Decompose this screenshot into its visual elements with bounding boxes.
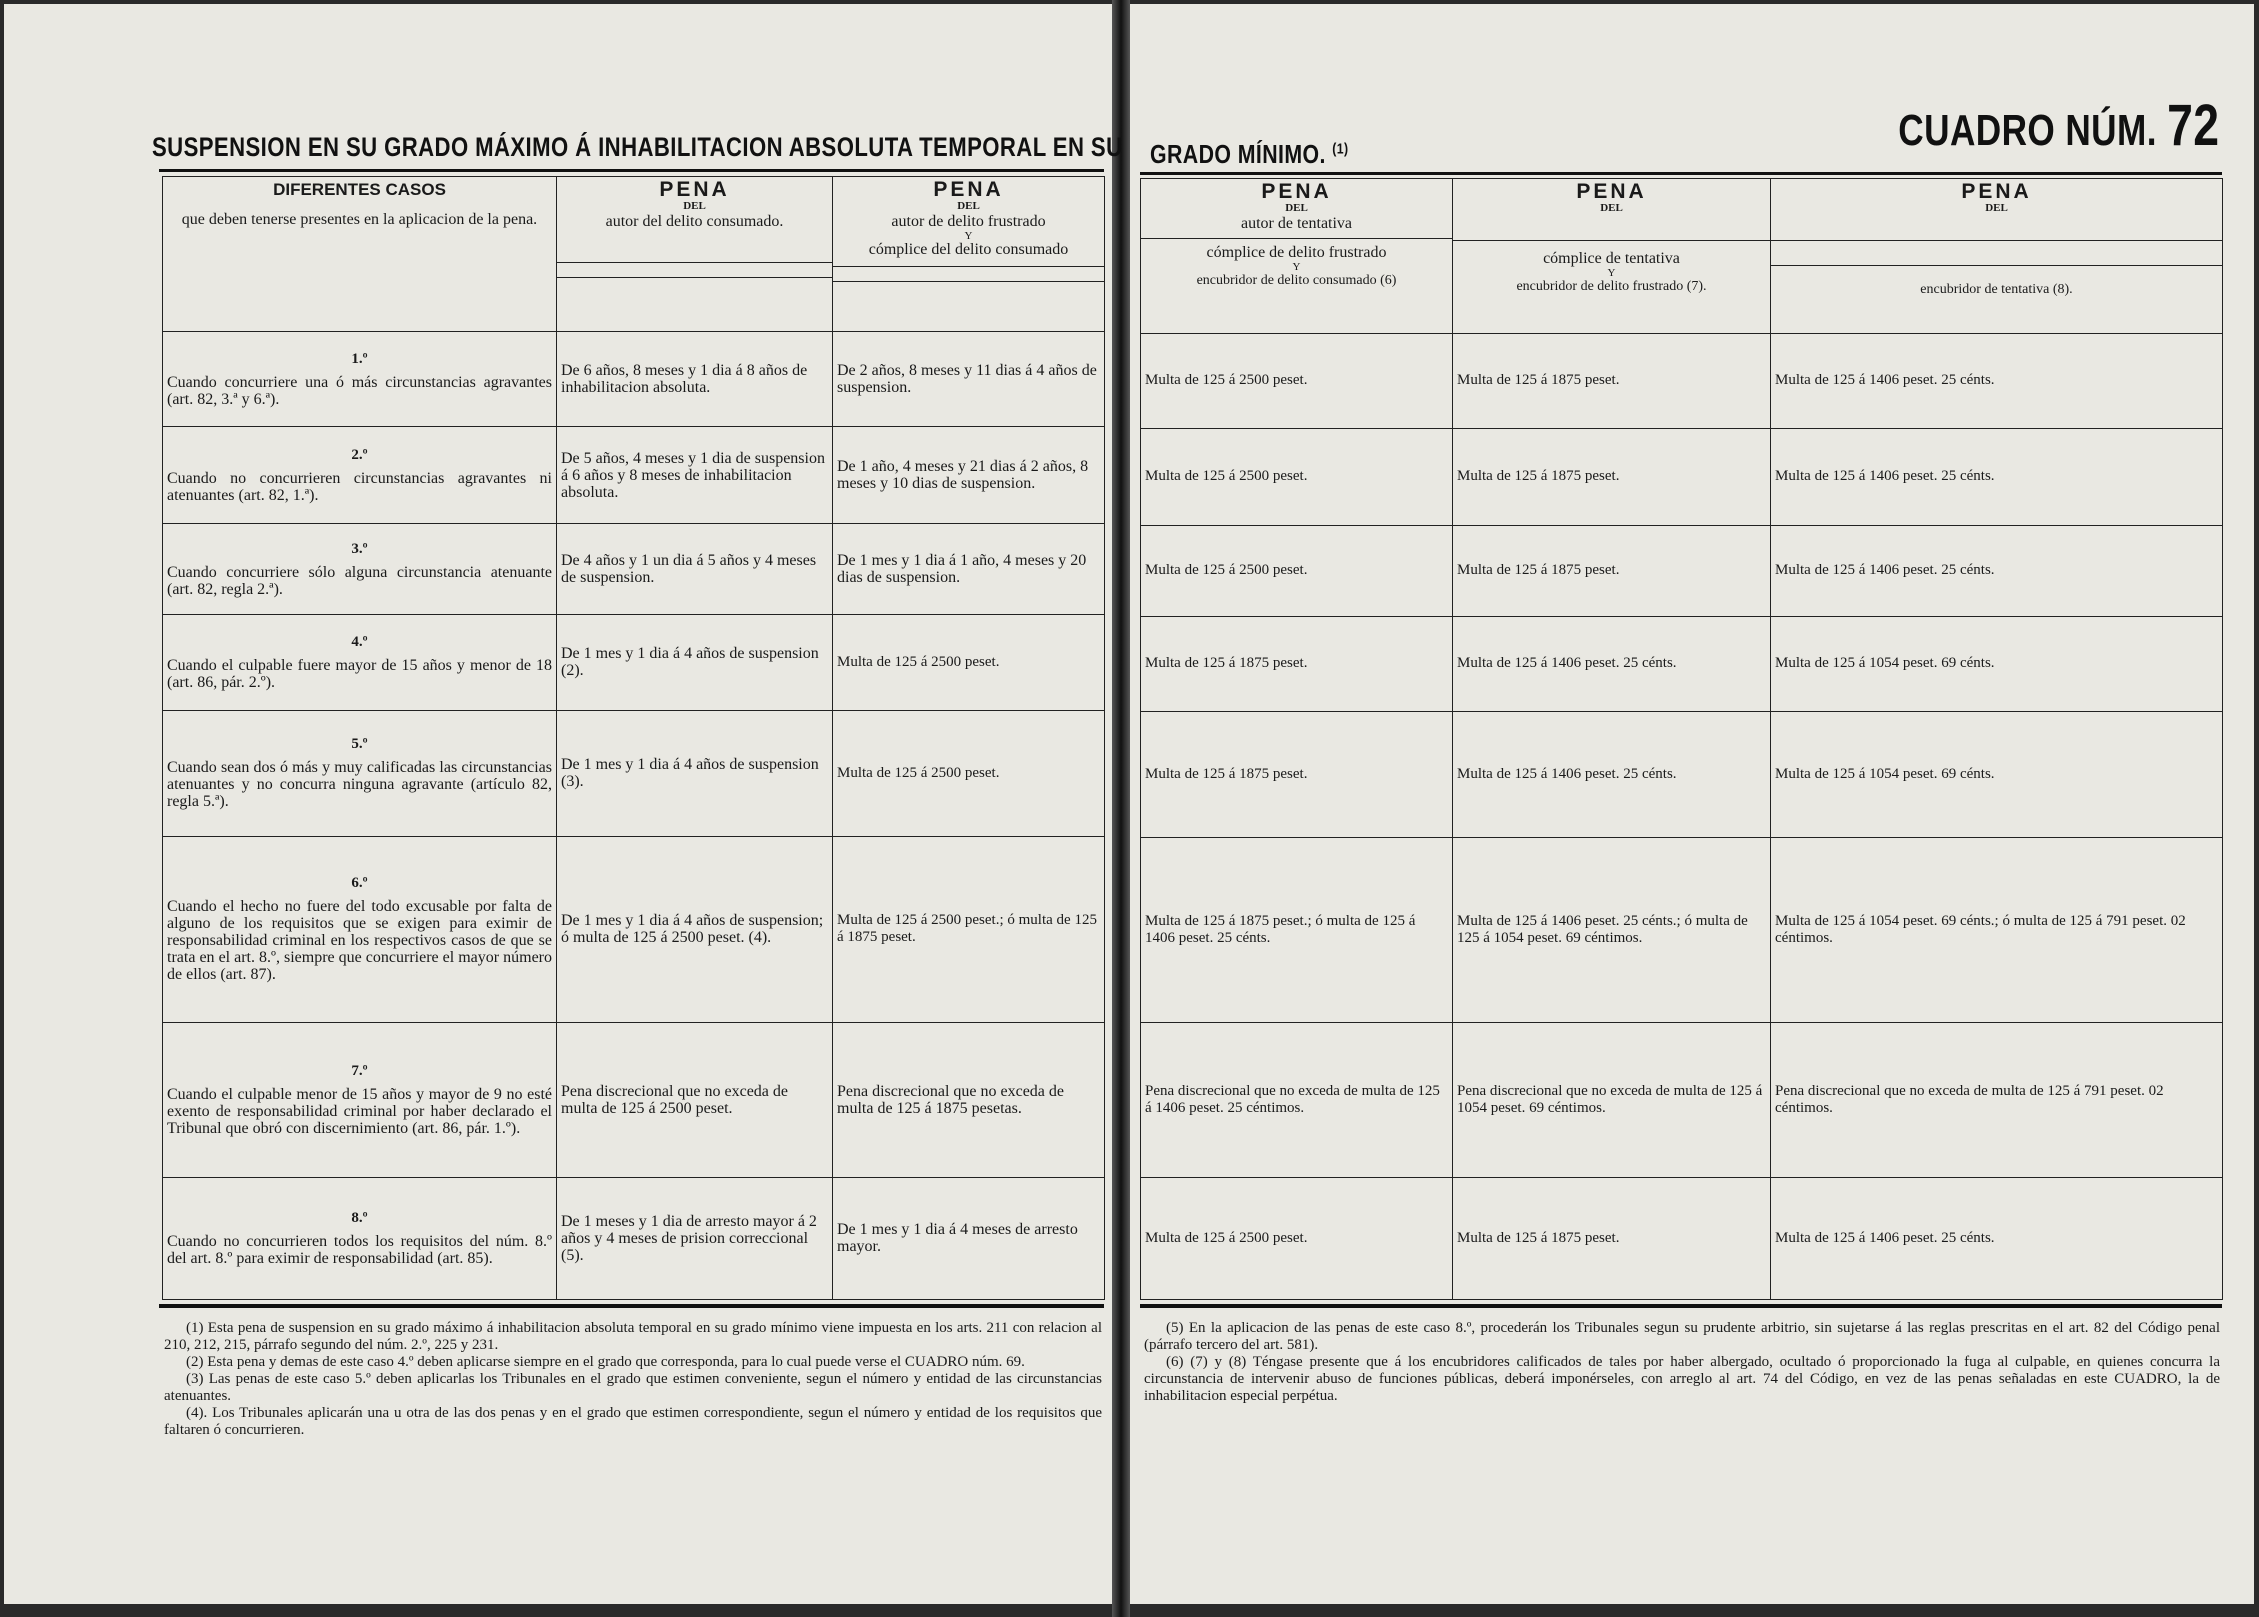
footnote: (1) Esta pena de suspension en su grado máximo á inhabilitacion absoluta temporal en su grado mínimo viene impuesta en los arts. 211 con relacion al 210, 212, 215, párrafo segundo del núm. 2.º, 225 y 231.: [164, 1320, 1102, 1353]
case-number: 4.º: [351, 633, 368, 650]
table-row: [1141, 1023, 2223, 1178]
penalty-cell: Multa de 125 á 1406 peset. 25 cénts.: [1771, 333, 2223, 428]
table-row: [163, 710, 1105, 836]
table-bottom-rule: [1140, 1304, 2222, 1308]
penalty-cell: Pena discrecional que no exceda de multa de 125 á 1875 pesetas.: [833, 1022, 1105, 1177]
title-rule: [1140, 172, 2222, 175]
penalty-cell: Multa de 125 á 2500 peset.: [1141, 428, 1453, 525]
table-row: [1141, 711, 2223, 837]
penalty-cell: Multa de 125 á 1875 peset.: [1453, 333, 1771, 428]
penalty-cell: Multa de 125 á 1875 peset.: [1453, 428, 1771, 525]
table-row: [1141, 525, 2223, 616]
case-number: 6.º: [351, 875, 368, 892]
penalty-cell: Multa de 125 á 2500 peset.: [1141, 333, 1453, 428]
col2-header: [833, 177, 1105, 332]
col3-header-y: Y: [1292, 261, 1301, 273]
footnote: (2) Esta pena y demas de este caso 4.º deben aplicarse siempre en el grado que corresponda, para lo cual puede verse el CUADRO núm. 69.: [186, 1354, 1025, 1370]
penalty-cell: Multa de 125 á 1875 peset.: [1141, 616, 1453, 711]
penalty-cell: De 1 año, 4 meses y 21 dias á 2 años, 8 meses y 10 dias de suspension.: [833, 427, 1105, 524]
case-text: Cuando concurriere sólo alguna circunstancia atenuante (art. 82, regla 2.ª).: [167, 563, 552, 598]
penalty-cell: De 5 años, 4 meses y 1 dia de suspension á 6 años y 8 meses de inhabilitacion absoluta.: [557, 427, 833, 524]
footnote: (4). Los Tribunales aplicarán una u otra de las dos penas y en el grado que estimen correspondiente, segun el número y entidad de los requisitos que faltaren ó concurrieren.: [164, 1405, 1102, 1438]
penalty-cell: Pena discrecional que no exceda de multa de 125 á 2500 peset.: [557, 1022, 833, 1177]
penalty-cell: Multa de 125 á 1054 peset. 69 cénts.: [1771, 616, 2223, 711]
right-footnotes: [1144, 1320, 2220, 1405]
table-row: [1141, 616, 2223, 711]
del-label: DEL: [1985, 202, 2008, 214]
col3-header-text-a: autor de tentativa: [1240, 215, 1353, 232]
penalty-cell: De 6 años, 8 meses y 1 dia á 8 años de inhabilitacion absoluta.: [557, 332, 833, 427]
penalty-cell: Multa de 125 á 1406 peset. 25 cénts.: [1771, 525, 2223, 616]
pena-label: PENA: [1576, 180, 1647, 203]
pena-label: PENA: [1961, 180, 2032, 203]
cases-header: [163, 177, 557, 332]
footnote: (5) En la aplicacion de las penas de este caso 8.º, procederán los Tribunales segun su prudente arbitrio, sin sujetarse á las reglas prescritas en el art. 82 del Código penal (párrafo tercero del art. 581).: [1144, 1320, 2220, 1353]
right-header-row: [1141, 179, 2223, 334]
penalty-cell: De 2 años, 8 meses y 11 dias á 4 años de suspension.: [833, 332, 1105, 427]
col4-header-text-a: cómplice de tentativa: [1543, 250, 1680, 267]
right-table: [1140, 178, 2223, 1300]
table-row: [163, 1022, 1105, 1177]
col4-header: [1453, 179, 1771, 334]
col2-header-text-a: autor de delito frustrado: [891, 213, 1046, 230]
penalty-cell: De 1 mes y 1 dia á 4 meses de arresto mayor.: [833, 1177, 1105, 1299]
table-row: [1141, 837, 2223, 1023]
del-label: DEL: [957, 200, 980, 212]
penalty-cell: Multa de 125 á 2500 peset.; ó multa de 125 á 1875 peset.: [833, 836, 1105, 1022]
penalty-cell: Multa de 125 á 1406 peset. 25 cénts.; ó multa de 125 á 1054 peset. 69 céntimos.: [1453, 837, 1771, 1023]
col2-header-text-b: cómplice del delito consumado: [868, 241, 1069, 258]
penalty-cell: Pena discrecional que no exceda de multa de 125 á 1406 peset. 25 céntimos.: [1141, 1023, 1453, 1178]
penalty-cell: De 4 años y 1 un dia á 5 años y 4 meses de suspension.: [557, 524, 833, 615]
table-row: [163, 524, 1105, 615]
table-row: [1141, 333, 2223, 428]
left-table: [162, 176, 1105, 1300]
penalty-cell: Multa de 125 á 1406 peset. 25 cénts.: [1453, 711, 1771, 837]
penalty-cell: Pena discrecional que no exceda de multa de 125 á 1054 peset. 69 céntimos.: [1453, 1023, 1771, 1178]
penalty-cell: De 1 mes y 1 dia á 1 año, 4 meses y 20 dias de suspension.: [833, 524, 1105, 615]
cuadro-number: 72: [2167, 93, 2220, 158]
table-row: [163, 332, 1105, 427]
penalty-cell: De 1 mes y 1 dia á 4 años de suspension (2).: [557, 615, 833, 710]
table-row: [163, 427, 1105, 524]
penalty-cell: Multa de 125 á 1875 peset.: [1453, 1178, 1771, 1300]
del-label: DEL: [1285, 202, 1308, 214]
pena-label: PENA: [1261, 180, 1332, 203]
cuadro-label: [1899, 92, 2220, 159]
penalty-cell: Multa de 125 á 1406 peset. 25 cénts.: [1453, 616, 1771, 711]
col1-header-text: autor del delito consumado.: [605, 213, 784, 230]
table-row: [163, 836, 1105, 1022]
penalty-cell: De 1 mes y 1 dia á 4 años de suspension (3).: [557, 710, 833, 836]
footnote: (3) Las penas de este caso 5.º deben aplicarlas los Tribunales en el grado que estimen conveniente, segun el número y entidad de las circunstancias atenuantes.: [164, 1371, 1102, 1404]
col5-header-text: encubridor de tentativa (8).: [1920, 282, 2073, 297]
table-row: [163, 615, 1105, 710]
pena-label: PENA: [933, 178, 1004, 201]
penalty-cell: De 1 mes y 1 dia á 4 años de suspension; ó multa de 125 á 2500 peset. (4).: [557, 836, 833, 1022]
table-bottom-rule: [159, 1304, 1104, 1308]
penalty-cell: Multa de 125 á 2500 peset.: [833, 615, 1105, 710]
case-number: 8.º: [351, 1209, 368, 1226]
penalty-cell: Multa de 125 á 1875 peset.: [1141, 711, 1453, 837]
col4-header-y: Y: [1607, 267, 1616, 279]
case-text: Cuando no concurrieren circunstancias agravantes ni atenuantes (art. 82, 1.ª).: [167, 469, 552, 504]
pena-label: PENA: [659, 178, 730, 201]
cases-header-sub: que deben tenerse presentes en la aplicacion de la pena.: [181, 211, 538, 228]
cases-header-title: DIFERENTES CASOS: [273, 180, 446, 199]
col4-header-text-b: encubridor de delito frustrado (7).: [1516, 279, 1707, 294]
penalty-cell: Multa de 125 á 1054 peset. 69 cénts.; ó multa de 125 á 791 peset. 02 céntimos.: [1771, 837, 2223, 1023]
case-number: 5.º: [351, 736, 368, 753]
penalty-cell: Multa de 125 á 1875 peset.; ó multa de 125 á 1406 peset. 25 cénts.: [1141, 837, 1453, 1023]
penalty-cell: De 1 meses y 1 dia de arresto mayor á 2 años y 4 meses de prision correccional (5).: [557, 1177, 833, 1299]
col2-header-y: Y: [964, 230, 973, 242]
right-page: [1130, 4, 2254, 1604]
case-number: 1.º: [351, 350, 368, 367]
del-label: DEL: [1600, 202, 1623, 214]
del-label: DEL: [683, 200, 706, 212]
right-title-note: (1): [1332, 140, 1349, 158]
case-text: Cuando concurriere una ó más circunstancias agravantes (art. 82, 3.ª y 6.ª).: [167, 373, 552, 408]
case-number: 7.º: [351, 1062, 368, 1079]
case-text: Cuando no concurrieren todos los requisitos del núm. 8.º del art. 8.º para eximir de responsabilidad (art. 85).: [167, 1232, 552, 1267]
penalty-cell: Multa de 125 á 2500 peset.: [1141, 525, 1453, 616]
footnote: (6) (7) y (8) Téngase presente que á los encubridores calificados de tales por haber albergado, ocultado ó proporcionado la fuga al culpable, en quienes concurra la circunstancia de intervenir abuso de funciones públicas, deberá imponérseles, con arreglo al art. 74 del Código, en vez de las penas señaladas en este CUADRO, la de inhabilitacion especial perpétua.: [1144, 1354, 2220, 1404]
title-rule: [159, 169, 1104, 172]
col1-header: [557, 177, 833, 332]
table-row: [1141, 1178, 2223, 1300]
case-number: 3.º: [351, 540, 368, 557]
table-row: [1141, 428, 2223, 525]
table-row: [163, 1177, 1105, 1299]
cuadro-text: CUADRO NÚM.: [1898, 106, 2158, 155]
penalty-cell: Multa de 125 á 2500 peset.: [1141, 1178, 1453, 1300]
right-title-text: GRADO MÍNIMO.: [1150, 139, 1326, 169]
left-page-title: SUSPENSION EN SU GRADO MÁXIMO Á INHABILITACION ABSOLUTA TEMPORAL EN SU: [152, 132, 1123, 162]
col3-header-text-b: cómplice de delito frustrado: [1206, 244, 1387, 261]
penalty-cell: Multa de 125 á 2500 peset.: [833, 710, 1105, 836]
case-number: 2.º: [351, 446, 368, 463]
col3-header-text-c: encubridor de delito consumado (6): [1196, 273, 1397, 288]
case-text: Cuando sean dos ó más y muy calificadas las circunstancias atenuantes y no concurra ninguna agravante (artículo 82, regla 5.ª).: [167, 759, 552, 811]
penalty-cell: Multa de 125 á 1406 peset. 25 cénts.: [1771, 1178, 2223, 1300]
right-page-title: [1150, 139, 1349, 170]
col5-header: [1771, 179, 2223, 334]
penalty-cell: Pena discrecional que no exceda de multa de 125 á 791 peset. 02 céntimos.: [1771, 1023, 2223, 1178]
case-text: Cuando el culpable menor de 15 años y mayor de 9 no esté exento de responsabilidad criminal por haber declarado el Tribunal que obró con discernimiento (art. 86, pár. 1.º).: [167, 1085, 552, 1137]
penalty-cell: Multa de 125 á 1406 peset. 25 cénts.: [1771, 428, 2223, 525]
penalty-cell: Multa de 125 á 1875 peset.: [1453, 525, 1771, 616]
case-text: Cuando el hecho no fuere del todo excusable por falta de alguno de los requisitos que se exigen para eximir de responsabilidad criminal en los respectivos casos de que se trata en el art. 8.º, siempre que concurriere el mayor número de ellos (art. 87).: [167, 898, 552, 984]
case-text: Cuando el culpable fuere mayor de 15 años y menor de 18 (art. 86, pár. 2.º).: [167, 656, 552, 691]
left-page: [4, 4, 1123, 1604]
penalty-cell: Multa de 125 á 1054 peset. 69 cénts.: [1771, 711, 2223, 837]
left-header-row: [163, 177, 1105, 332]
col3-header: [1141, 179, 1453, 334]
left-footnotes: [164, 1320, 1102, 1439]
book-gutter: [1112, 0, 1130, 1617]
